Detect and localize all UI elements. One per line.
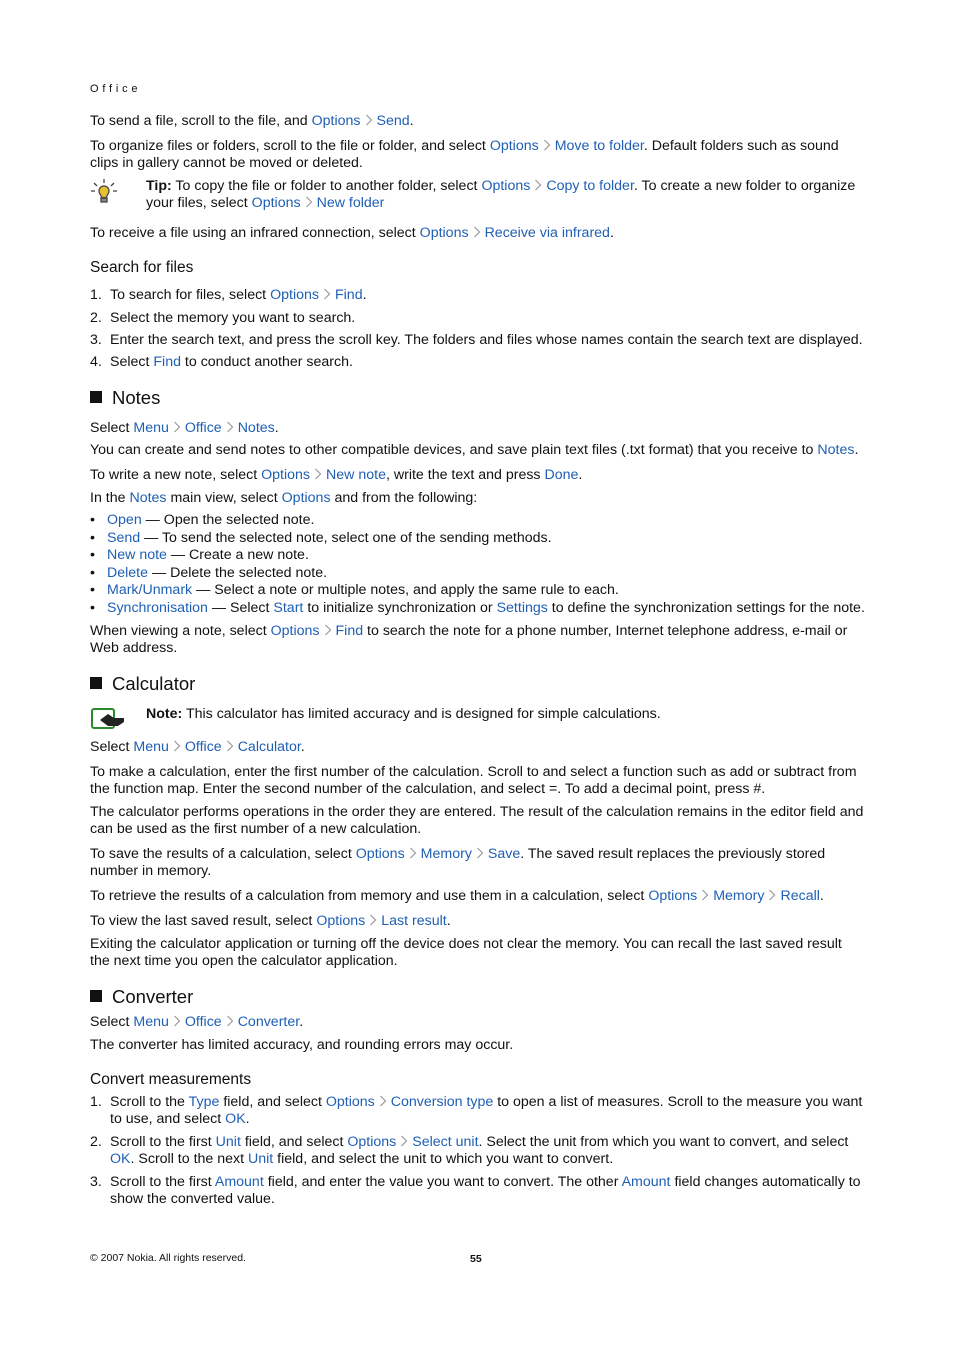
text-run: To make a calculation, enter the first number of the calculation. Scroll to and select a function such as add or subtract from the function map. Enter the second number of the calculation, and select =. To add a decimal point, press #. — [90, 764, 857, 798]
calculator-para-6 — [90, 936, 865, 971]
list-item — [110, 1134, 865, 1169]
text-run: . — [300, 739, 305, 755]
text-run: Scroll to the first — [110, 1134, 216, 1150]
notes-heading-text: Notes — [112, 387, 161, 408]
list-number: 4. — [90, 354, 102, 370]
convert-steps-list — [90, 1094, 865, 1214]
paragraph-organize — [90, 138, 865, 173]
breadcrumb-chevron-icon — [472, 847, 488, 859]
text-run: . Default folders such as sound clips in gallery cannot be moved or deleted. — [90, 138, 839, 172]
menu-term-link: Options — [270, 287, 319, 303]
breadcrumb-chevron-icon — [301, 196, 317, 208]
menu-term-link: Conversion type — [390, 1094, 494, 1110]
list-number: 3. — [90, 332, 102, 348]
list-item — [107, 547, 867, 564]
text-run: field, and select the unit to which you want to convert. — [273, 1151, 614, 1168]
menu-term-link: Mark/Unmark — [107, 582, 193, 598]
text-run: field, and enter the value you want to convert. The other — [263, 1174, 622, 1190]
breadcrumb-chevron-icon — [469, 226, 485, 238]
menu-term-link: Options — [355, 846, 405, 862]
notes-select-path — [90, 420, 865, 437]
menu-term-link: Find — [153, 354, 181, 370]
text-run: To view the last saved result, select — [90, 913, 317, 929]
calculator-section-heading — [90, 675, 865, 692]
text-run: The converter has limited accuracy, and rounding errors may occur. — [90, 1037, 514, 1053]
section-square-icon — [90, 677, 102, 689]
text-run: field, and select — [219, 1094, 326, 1110]
text-run: Select — [110, 354, 154, 370]
menu-term-link: Synchronisation — [107, 600, 208, 616]
text-run: — Create a new note. — [166, 547, 309, 563]
notes-intro — [90, 442, 865, 459]
breadcrumb-chevron-icon — [375, 1095, 391, 1107]
list-number: 2. — [90, 310, 102, 326]
calculator-para-2 — [90, 804, 865, 839]
text-run: . — [245, 1111, 250, 1128]
list-item — [107, 565, 867, 582]
menu-term-link: Open — [107, 512, 142, 528]
text-run: — To send the selected note, select one of the sending methods. — [140, 530, 552, 546]
text-run: — Select a note or multiple notes, and apply the same rule to each. — [192, 582, 619, 598]
bullet-icon: • — [90, 565, 95, 581]
notes-viewing — [90, 623, 865, 658]
footer-copyright: © 2007 Nokia. All rights reserved. — [90, 1252, 246, 1264]
text-run: Select — [90, 1014, 134, 1030]
text-run: Scroll to the first — [110, 1174, 215, 1190]
text-run: To organize files or folders, scroll to the file or folder, and select — [90, 138, 490, 154]
menu-term-link: Options — [325, 1094, 375, 1110]
menu-term-link: New note — [107, 547, 167, 563]
breadcrumb-chevron-icon — [530, 179, 546, 191]
menu-term-link: Notes — [129, 490, 167, 506]
breadcrumb-chevron-icon — [405, 847, 421, 859]
text-run: to initialize synchronization or — [303, 600, 497, 616]
text-run: . — [299, 1014, 304, 1030]
text-run: To receive a file using an infrared connection, select — [90, 225, 420, 241]
text-run: — Select — [207, 600, 274, 616]
menu-term-link: Move to folder — [554, 138, 644, 154]
label-bold: Tip: — [146, 178, 172, 194]
list-item — [110, 310, 865, 327]
menu-term-link: Office — [184, 420, 222, 436]
list-item — [110, 332, 865, 349]
breadcrumb-chevron-icon — [222, 421, 238, 433]
search-steps-list — [90, 287, 865, 377]
breadcrumb-chevron-icon — [169, 740, 185, 752]
text-run: The calculator performs operations in the order they are entered. The result of the calculation remains in the editor field and can be used as the first number of a new calculation. — [90, 804, 864, 838]
text-run: to conduct another search. — [180, 354, 353, 370]
text-run: To send a file, scroll to the file, and — [90, 113, 312, 129]
text-run: . — [409, 113, 414, 129]
text-run: — Open the selected note. — [141, 512, 315, 528]
text-run: . To create a new folder to organize your files, select — [146, 178, 856, 212]
list-number: 1. — [90, 287, 102, 303]
breadcrumb-chevron-icon — [361, 114, 377, 126]
menu-term-link: Options — [419, 225, 469, 241]
convert-measurements-heading: Convert measurements — [90, 1071, 252, 1088]
tip-text — [146, 178, 865, 213]
bullet-icon: • — [90, 582, 95, 598]
text-run: To write a new note, select — [90, 467, 262, 483]
breadcrumb-chevron-icon — [539, 139, 555, 151]
menu-term-link: Options — [281, 490, 331, 506]
converter-section-heading — [90, 988, 865, 1005]
list-item — [107, 600, 867, 617]
menu-term-link: New note — [326, 467, 386, 483]
bullet-icon: • — [90, 530, 95, 546]
calculator-para-4 — [90, 888, 865, 905]
text-run: . The saved result replaces the previously stored number in memory. — [90, 846, 826, 880]
menu-term-link: Notes — [237, 420, 275, 436]
menu-term-link: Office — [184, 739, 222, 755]
calculator-para-1 — [90, 764, 865, 799]
menu-term-link: Settings — [496, 600, 548, 616]
bullet-icon: • — [90, 547, 95, 563]
text-run: field, and select — [240, 1134, 348, 1150]
calculator-heading-text: Calculator — [112, 673, 196, 694]
menu-term-link: Unit — [215, 1134, 241, 1150]
menu-term-link: Unit — [248, 1151, 274, 1168]
bullet-icon: • — [90, 512, 95, 528]
menu-term-link: Options — [481, 178, 531, 194]
converter-heading-text: Converter — [112, 986, 194, 1007]
text-run: to search the note for a phone number, Internet telephone address, e-mail or Web address. — [90, 623, 848, 657]
menu-term-link: Calculator — [237, 739, 301, 755]
text-run: . Select the unit from which you want to convert, and select — [478, 1134, 849, 1150]
paragraph-infrared — [90, 225, 865, 242]
menu-term-link: Options — [489, 138, 539, 154]
menu-term-link: Send — [376, 113, 410, 129]
menu-term-link: Find — [335, 623, 364, 639]
breadcrumb-chevron-icon — [320, 624, 336, 636]
breadcrumb-chevron-icon — [365, 914, 381, 926]
menu-term-link: Type — [188, 1094, 220, 1110]
bullet-icon: • — [90, 600, 95, 616]
text-run: main view, select — [166, 490, 282, 506]
note-hand-icon — [90, 706, 126, 737]
text-run: . — [446, 913, 451, 929]
menu-term-link: Options — [648, 888, 698, 904]
label-bold: Note: — [146, 706, 183, 722]
menu-term-link: Amount — [214, 1174, 264, 1190]
menu-term-link: Amount — [621, 1174, 671, 1190]
menu-term-link: Send — [107, 530, 141, 546]
breadcrumb-chevron-icon — [396, 1135, 412, 1147]
list-number: 2. — [90, 1134, 102, 1150]
menu-term-link: OK — [225, 1111, 246, 1128]
text-run: and from the following: — [330, 490, 478, 506]
search-heading: Search for files — [90, 259, 194, 276]
text-run: You can create and send notes to other compatible devices, and save plain text files (.txt format) that you receive to — [90, 442, 818, 458]
menu-term-link: Options — [270, 623, 320, 639]
menu-term-link: Memory — [420, 846, 472, 862]
list-number: 1. — [90, 1094, 102, 1110]
text-run: to define the synchronization settings for the note. — [547, 600, 865, 616]
menu-term-link: Last result — [381, 913, 447, 929]
breadcrumb-chevron-icon — [222, 740, 238, 752]
text-run: Select — [90, 420, 134, 436]
text-run: , write the text and press — [385, 467, 545, 483]
menu-term-link: Options — [316, 913, 366, 929]
list-item — [110, 1174, 865, 1209]
list-number: 3. — [90, 1174, 102, 1190]
paragraph-send — [90, 113, 865, 130]
breadcrumb-chevron-icon — [310, 468, 326, 480]
text-run: . — [854, 442, 859, 458]
notes-options-list — [90, 512, 865, 622]
breadcrumb-chevron-icon — [319, 288, 335, 300]
menu-term-link: Notes — [817, 442, 855, 458]
text-run: — Delete the selected note. — [148, 565, 328, 581]
text-run: This calculator has limited accuracy and is designed for simple calculations. — [182, 706, 661, 722]
text-run: . — [578, 467, 583, 483]
menu-term-link: Office — [184, 1014, 222, 1030]
text-run: Scroll to the — [110, 1094, 189, 1110]
text-run: to open a list of measures. Scroll to the measure you want to use, and select — [110, 1094, 863, 1128]
list-item — [110, 1094, 865, 1129]
menu-term-link: Done — [544, 467, 579, 483]
text-run: . — [609, 225, 614, 241]
menu-term-link: Save — [487, 846, 521, 862]
text-run: . — [274, 420, 279, 436]
menu-term-link: Menu — [133, 1014, 169, 1030]
menu-term-link: Copy to folder — [546, 178, 634, 194]
text-run: To save the results of a calculation, select — [90, 846, 356, 862]
notes-write — [90, 467, 865, 484]
list-item — [110, 287, 865, 304]
menu-term-link: Select unit — [412, 1134, 479, 1150]
text-run: Exiting the calculator application or turning off the device does not clear the memory. You can recall the last saved result the next time you open the calculator application. — [90, 936, 842, 970]
list-item — [107, 582, 867, 599]
menu-term-link: Recall — [780, 888, 820, 904]
breadcrumb-chevron-icon — [697, 889, 713, 901]
text-run: When viewing a note, select — [90, 623, 271, 639]
footer-page-number: 55 — [470, 1253, 482, 1265]
calculator-para-3 — [90, 846, 865, 881]
menu-term-link: Delete — [107, 565, 149, 581]
section-square-icon — [90, 391, 102, 403]
section-square-icon — [90, 990, 102, 1002]
breadcrumb-chevron-icon — [169, 421, 185, 433]
text-run: To retrieve the results of a calculation from memory and use them in a calculation, select — [90, 888, 649, 904]
breadcrumb-chevron-icon — [222, 1015, 238, 1027]
text-run: Enter the search text, and press the scroll key. The folders and files whose names contain the search text are displayed. — [110, 332, 863, 348]
calculator-note — [146, 706, 865, 723]
text-run: . Scroll to the next — [130, 1151, 248, 1168]
menu-term-link: Converter — [237, 1014, 300, 1030]
converter-para-1 — [90, 1037, 865, 1054]
menu-term-link: Memory — [713, 888, 765, 904]
notes-main-view — [90, 490, 865, 507]
list-item — [107, 512, 867, 529]
menu-term-link: Options — [261, 467, 311, 483]
text-run: . — [362, 287, 367, 303]
menu-term-link: New folder — [316, 195, 385, 212]
calculator-select-path — [90, 739, 865, 756]
menu-term-link: Menu — [133, 739, 169, 755]
menu-term-link: Options — [311, 113, 361, 129]
menu-term-link: Start — [273, 600, 304, 616]
text-run: . — [819, 888, 824, 904]
list-item — [110, 354, 865, 371]
menu-term-link: Options — [251, 195, 301, 212]
text-run: To search for files, select — [110, 287, 271, 303]
menu-term-link: Find — [334, 287, 363, 303]
running-header: Office — [90, 83, 142, 95]
text-run: To copy the file or folder to another folder, select — [171, 178, 482, 194]
menu-term-link: Options — [347, 1134, 397, 1150]
notes-section-heading — [90, 389, 865, 406]
converter-select-path — [90, 1014, 865, 1031]
list-item — [107, 530, 867, 547]
tip-lightbulb-icon — [90, 178, 118, 211]
menu-term-link: Receive via infrared — [484, 225, 610, 241]
menu-term-link: Menu — [133, 420, 169, 436]
text-run: Select — [90, 739, 134, 755]
text-run: Select the memory you want to search. — [110, 310, 356, 326]
breadcrumb-chevron-icon — [169, 1015, 185, 1027]
text-run: field changes automatically to show the converted value. — [110, 1174, 861, 1208]
menu-term-link: OK — [110, 1151, 131, 1168]
breadcrumb-chevron-icon — [764, 889, 780, 901]
text-run: In the — [90, 490, 130, 506]
calculator-para-5 — [90, 913, 865, 930]
